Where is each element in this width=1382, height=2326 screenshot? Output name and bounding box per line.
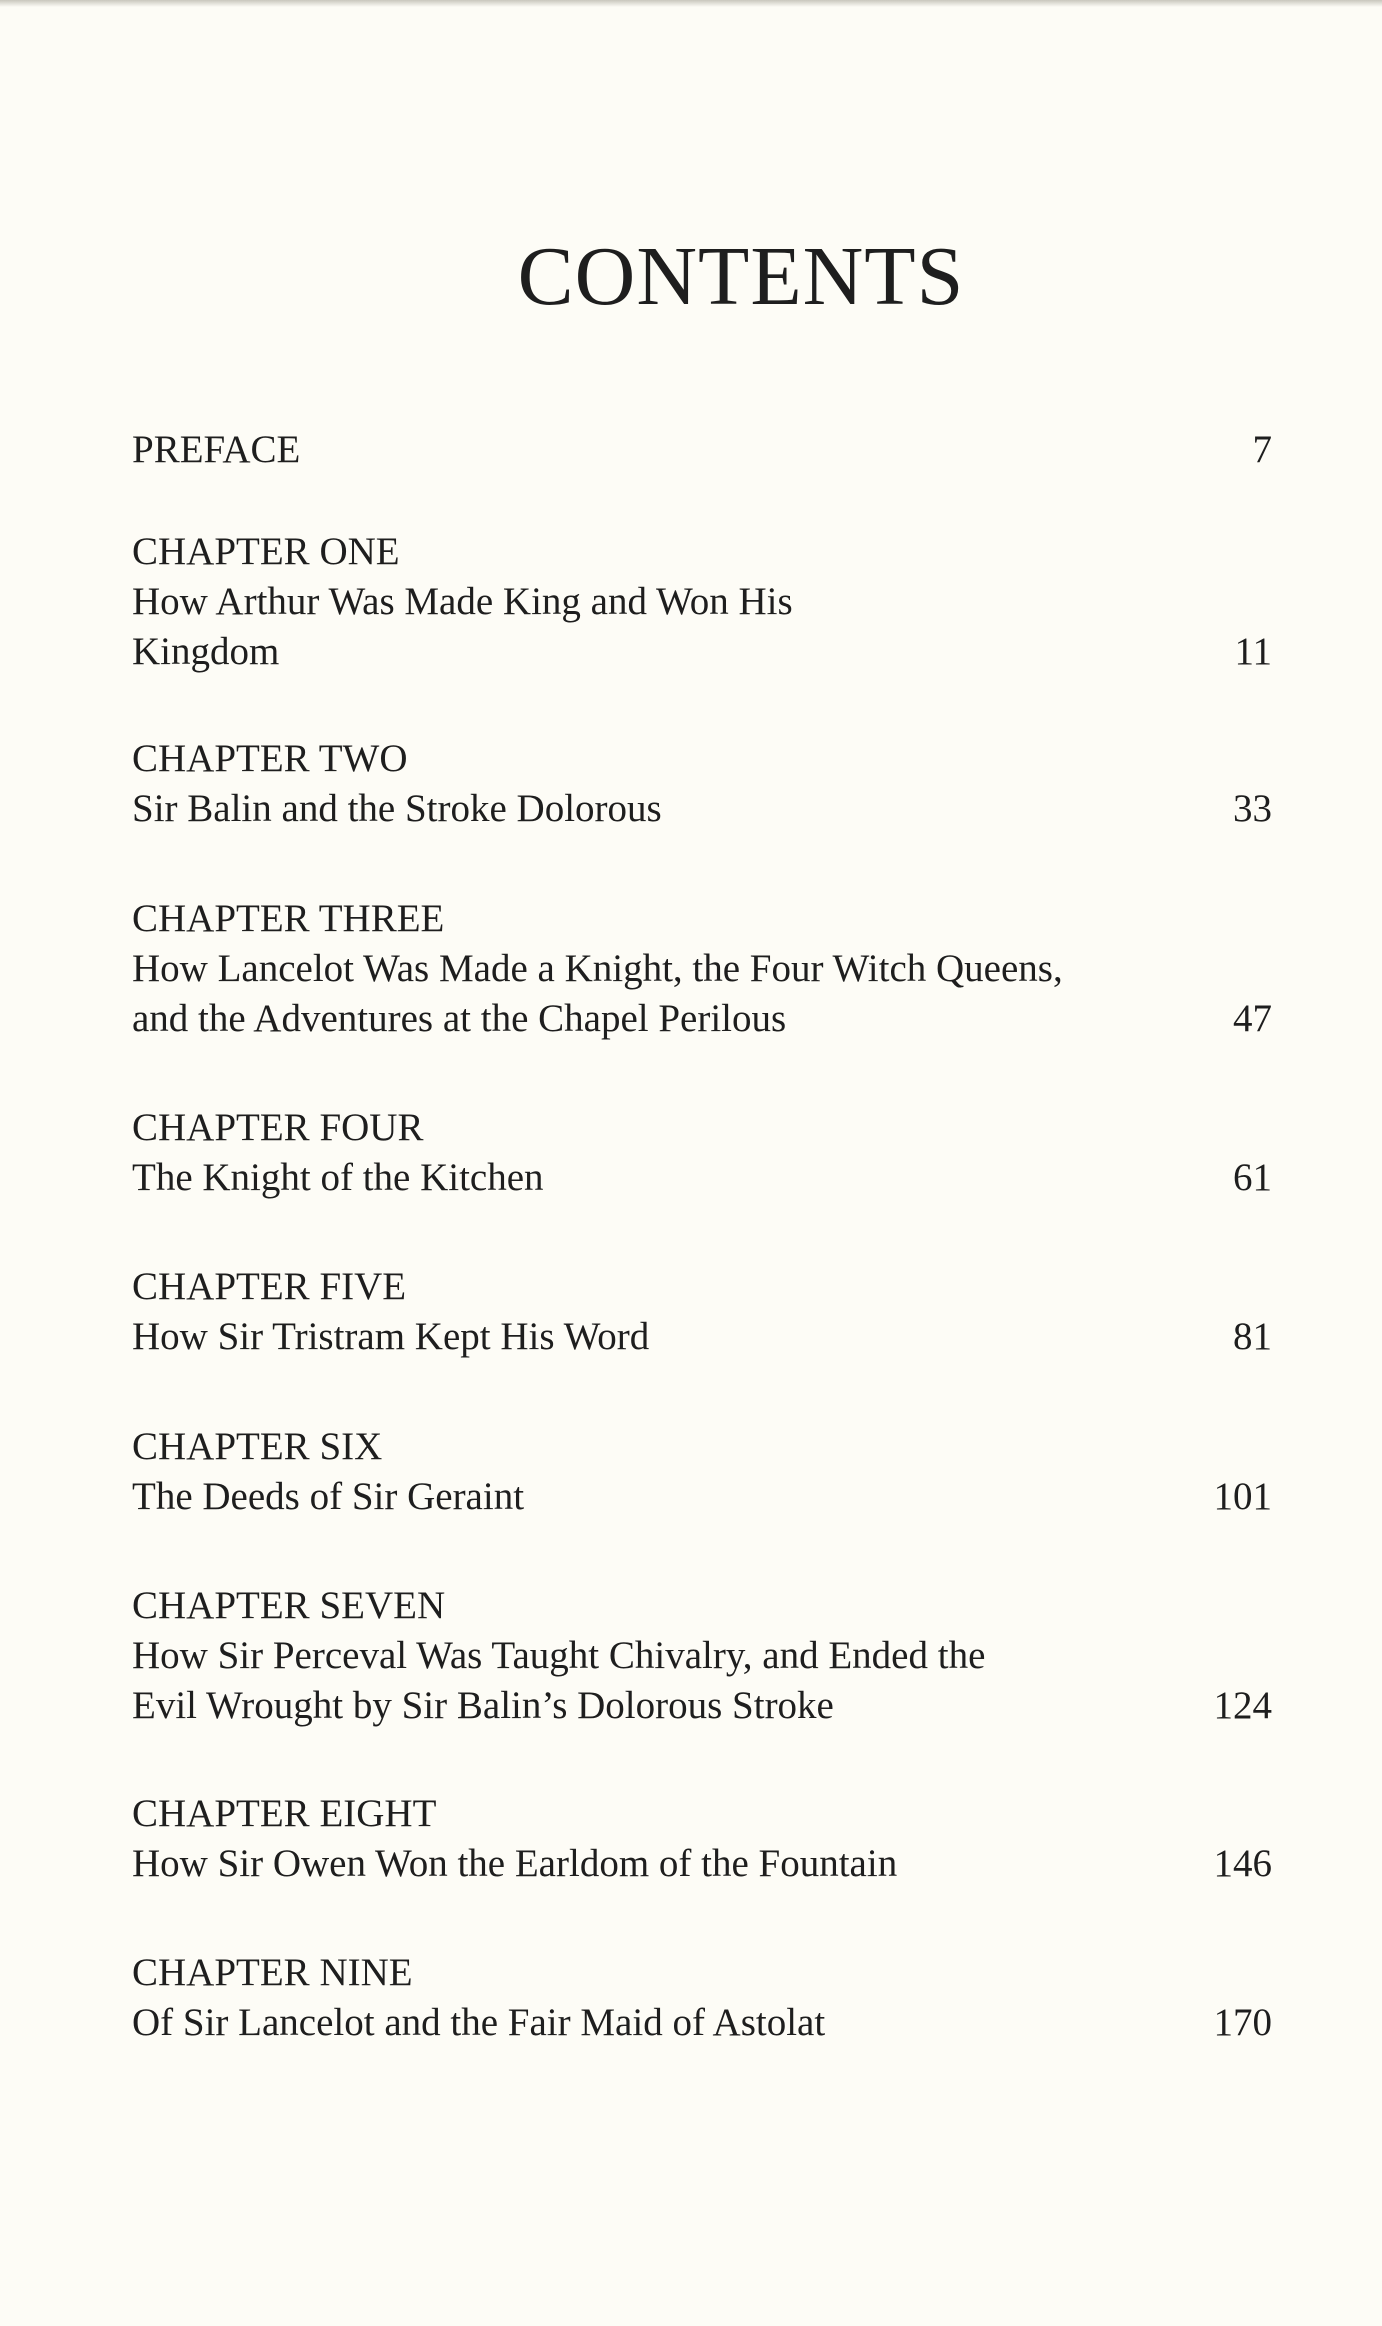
entry-title-line: The Deeds of Sir Geraint xyxy=(132,1475,525,1518)
chapter-heading: CHAPTER SIX xyxy=(132,1425,383,1468)
entry-last-line xyxy=(132,1681,1272,1731)
page-number: 146 xyxy=(1213,1842,1272,1885)
chapter-heading: CHAPTER SEVEN xyxy=(132,1584,446,1627)
entry-title-line: How Lancelot Was Made a Knight, the Four Witch Queens, xyxy=(132,947,1063,990)
toc-entry-chapter-eight xyxy=(132,1789,1272,1889)
entry-title-line: and the Adventures at the Chapel Perilous xyxy=(132,997,787,1040)
toc-entry-chapter-one xyxy=(132,527,1272,677)
chapter-heading: CHAPTER TWO xyxy=(132,737,408,780)
toc-entry-chapter-five xyxy=(132,1262,1272,1362)
chapter-heading: CHAPTER ONE xyxy=(132,530,400,573)
toc-entry-chapter-three xyxy=(132,894,1272,1044)
entry-last-line xyxy=(132,627,1272,677)
toc-entry-preface xyxy=(132,425,1272,475)
entry-last-line xyxy=(132,425,1272,475)
page-title: CONTENTS xyxy=(517,230,965,323)
entry-title-line: How Sir Perceval Was Taught Chivalry, and Ended the xyxy=(132,1634,986,1677)
chapter-heading: CHAPTER FOUR xyxy=(132,1106,424,1149)
entry-last-line xyxy=(132,994,1272,1044)
entry-title: PREFACE xyxy=(132,428,301,471)
entry-title-line: How Sir Owen Won the Earldom of the Fountain xyxy=(132,1842,898,1885)
entry-title-line: Of Sir Lancelot and the Fair Maid of Astolat xyxy=(132,2001,826,2044)
toc-entry-chapter-six xyxy=(132,1422,1272,1522)
entry-title-line: Evil Wrought by Sir Balin’s Dolorous Stroke xyxy=(132,1684,834,1727)
entry-title-line: Kingdom xyxy=(132,630,280,673)
chapter-heading: CHAPTER FIVE xyxy=(132,1265,407,1308)
page-number: 170 xyxy=(1213,2001,1272,2044)
page-number: 47 xyxy=(1233,997,1272,1040)
chapter-heading: CHAPTER EIGHT xyxy=(132,1792,437,1835)
entry-last-line xyxy=(132,1998,1272,2048)
entry-title-line: How Sir Tristram Kept His Word xyxy=(132,1315,650,1358)
entry-last-line xyxy=(132,1472,1272,1522)
entry-title-line: The Knight of the Kitchen xyxy=(132,1156,544,1199)
entry-last-line xyxy=(132,784,1272,834)
entry-title-line: How Arthur Was Made King and Won His xyxy=(132,580,793,623)
page-number: 61 xyxy=(1233,1156,1272,1199)
page-number: 7 xyxy=(1252,428,1272,471)
toc-entry-chapter-nine xyxy=(132,1948,1272,2048)
entry-last-line xyxy=(132,1839,1272,1889)
toc-entry-chapter-two xyxy=(132,734,1272,834)
entry-last-line xyxy=(132,1153,1272,1203)
chapter-heading: CHAPTER THREE xyxy=(132,897,445,940)
page-number: 11 xyxy=(1234,630,1272,673)
chapter-heading: CHAPTER NINE xyxy=(132,1951,413,1994)
page-number: 33 xyxy=(1233,787,1272,830)
entry-last-line xyxy=(132,1312,1272,1362)
toc-entry-chapter-seven xyxy=(132,1581,1272,1731)
page-number: 101 xyxy=(1213,1475,1272,1518)
page-number: 124 xyxy=(1213,1684,1272,1727)
page-number: 81 xyxy=(1233,1315,1272,1358)
entry-title-line: Sir Balin and the Stroke Dolorous xyxy=(132,787,662,830)
toc-entry-chapter-four xyxy=(132,1103,1272,1203)
